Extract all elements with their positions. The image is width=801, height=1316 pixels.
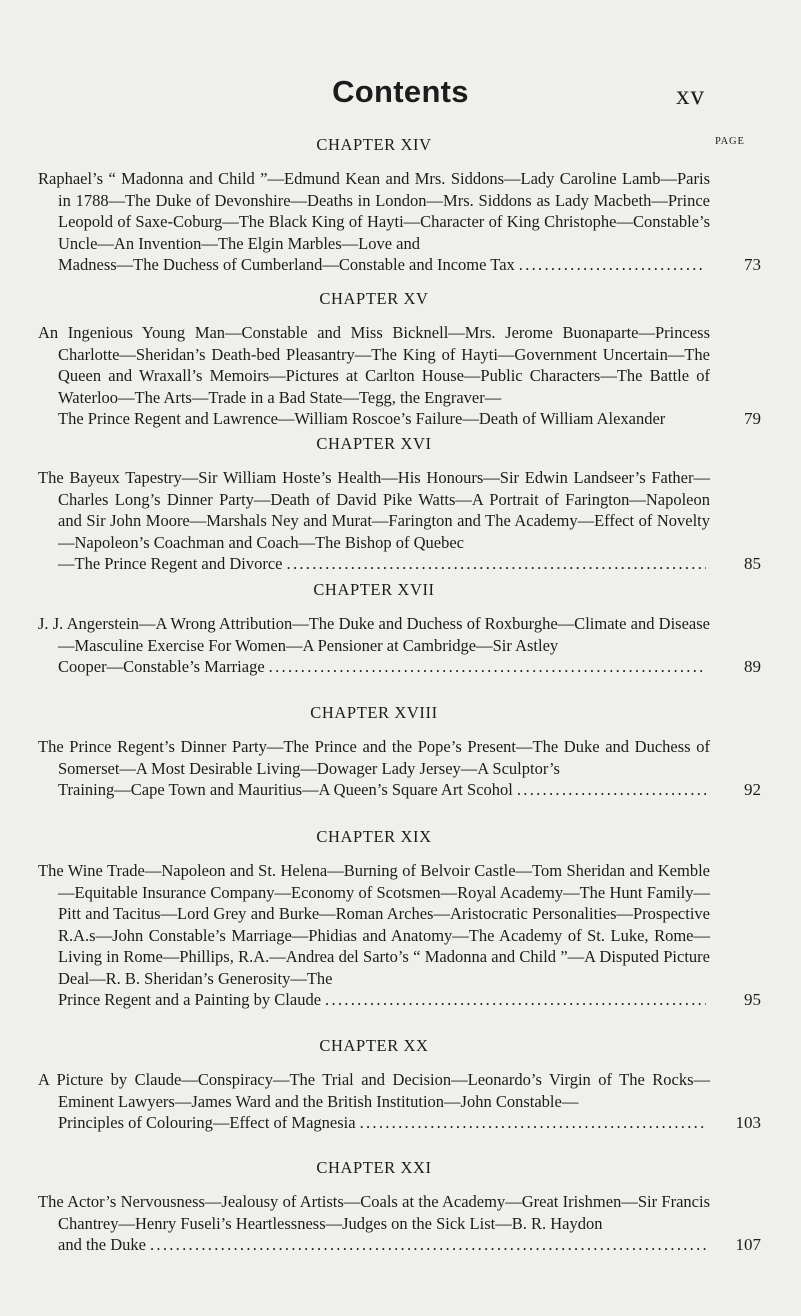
dot-leader xyxy=(150,1234,706,1256)
dot-leader xyxy=(287,553,706,575)
chapter-block xyxy=(38,134,761,276)
page-title: Contents xyxy=(332,74,469,109)
chapter-heading: CHAPTER XIV xyxy=(316,135,432,154)
chapter-block xyxy=(38,1035,761,1134)
page-number: 79 xyxy=(744,409,761,428)
chapter-synopsis: J. J. Angerstein—A Wrong Attribution—The Duke and Duchess of Roxburghe—Climate and Disease—Masculine Exercise For Women—A Pensioner at Cambridge—Sir Astley xyxy=(38,614,710,655)
chapter-synopsis: The Prince Regent’s Dinner Party—The Prince and the Pope’s Present—The Duke and Duchess of Somerset—A Most Desirable Living—Dowager Lady Jersey—A Sculptor’s xyxy=(38,737,710,778)
chapter-heading: CHAPTER XV xyxy=(319,289,429,308)
chapter-heading: CHAPTER XXI xyxy=(316,1158,432,1177)
chapter-synopsis-end: Cooper—Constable’s Marriage xyxy=(58,657,265,676)
chapter-synopsis: The Wine Trade—Napoleon and St. Helena—Burning of Belvoir Castle—Tom Sheridan and Kemble—Equitable Insurance Company—Economy of Scotsmen—Royal Academy—The Hunt Family—Pitt and Tacitus—Lord Grey and Burke—Roman Arches—Aristocratic Personalities—Prospective R.A.s—John Constable’s Marriage—Phidias and Anatomy—The Academy of St. Luke, Rome—Living in Rome—Phillips, R.A.—Andrea del Sarto’s “ Madonna and Child ”—A Disputed Picture Deal—R. B. Sheridan’s Generosity—The xyxy=(38,861,710,988)
chapter-block xyxy=(38,433,761,575)
chapter-entry xyxy=(38,860,761,1011)
chapter-block xyxy=(38,579,761,678)
dot-leader xyxy=(517,779,706,801)
chapter-block xyxy=(38,288,761,430)
chapter-synopsis-end: Training—Cape Town and Mauritius—A Queen’s Square Art Scohol xyxy=(58,780,513,799)
page-column-label: PAGE xyxy=(715,136,745,147)
chapter-synopsis: An Ingenious Young Man—Constable and Miss Bicknell—Mrs. Jerome Buonaparte—Princess Charlotte—Sheridan’s Death-bed Pleasantry—The King of Hayti—Government Uncertain—The Queen and Wraxall’s Memoirs—Pictures at Carlton House—Public Characters—The Battle of Waterloo—The Arts—Trade in a Bad State—Tegg, the Engraver— xyxy=(38,323,710,407)
page-number: 92 xyxy=(744,780,761,799)
chapter-block xyxy=(38,1157,761,1256)
leader-line xyxy=(58,254,710,276)
page-number: 89 xyxy=(744,657,761,676)
page-number: 73 xyxy=(744,255,761,274)
page-number: 85 xyxy=(744,554,761,573)
chapter-entry xyxy=(38,736,761,801)
chapter-synopsis-end: and the Duke xyxy=(58,1235,146,1254)
leader-line xyxy=(58,408,710,430)
chapter-entry xyxy=(38,613,761,678)
chapter-synopsis: The Bayeux Tapestry—Sir William Hoste’s Health—His Honours—Sir Edwin Landseer’s Father—Charles Long’s Dinner Party—Death of David Pike Watts—A Portrait of Farington—Napoleon and Sir John Moore—Marshals Ney and Murat—Farington and The Academy—Effect of Novelty—Napoleon’s Coachman and Coach—The Bishop of Quebec xyxy=(38,468,710,552)
page-number: 107 xyxy=(735,1235,761,1254)
chapter-heading: CHAPTER XVI xyxy=(316,434,432,453)
chapter-synopsis: A Picture by Claude—Conspiracy—The Trial and Decision—Leonardo’s Virgin of The Rocks—Eminent Lawyers—James Ward and the British Institution—John Constable— xyxy=(38,1070,710,1111)
chapter-entry xyxy=(38,322,761,430)
page-folio: xv xyxy=(676,80,705,110)
chapter-synopsis-end: Prince Regent and a Painting by Claude xyxy=(58,990,322,1009)
chapter-synopsis-end: The Prince Regent and Lawrence—William Roscoe’s Failure—Death of William Alexander xyxy=(58,409,666,428)
chapter-entry xyxy=(38,168,761,276)
leader-line xyxy=(58,779,710,801)
page-number: 103 xyxy=(735,1113,761,1132)
running-head xyxy=(0,74,801,114)
dot-leader xyxy=(325,989,706,1011)
chapter-synopsis-end: Principles of Colouring—Effect of Magnesia xyxy=(58,1113,356,1132)
chapter-block xyxy=(38,826,761,1011)
chapter-block xyxy=(38,702,761,801)
page-number: 95 xyxy=(744,990,761,1009)
dot-leader xyxy=(519,254,706,276)
chapter-entry xyxy=(38,1069,761,1134)
leader-line xyxy=(58,553,710,575)
dot-leader xyxy=(269,656,706,678)
chapter-heading: CHAPTER XX xyxy=(319,1036,429,1055)
chapter-entry xyxy=(38,467,761,575)
chapter-entry xyxy=(38,1191,761,1256)
chapter-heading: CHAPTER XVII xyxy=(313,580,435,599)
leader-line xyxy=(58,1112,710,1134)
chapter-synopsis-end: —The Prince Regent and Divorce xyxy=(58,554,283,573)
chapter-heading: CHAPTER XIX xyxy=(316,827,432,846)
chapter-synopsis-end: Madness—The Duchess of Cumberland—Constable and Income Tax xyxy=(58,255,515,274)
chapter-synopsis: Raphael’s “ Madonna and Child ”—Edmund Kean and Mrs. Siddons—Lady Caroline Lamb—Paris in 1788—The Duke of Devonshire—Deaths in London—Mrs. Siddons as Lady Macbeth—Prince Leopold of Saxe-Coburg—The Black King of Hayti—Character of King Christophe—Constable’s Uncle—An Invention—The Elgin Marbles—Love and xyxy=(38,169,710,253)
leader-line xyxy=(58,989,710,1011)
chapter-synopsis: The Actor’s Nervousness—Jealousy of Artists—Coals at the Academy—Great Irishmen—Sir Francis Chantrey—Henry Fuseli’s Heartlessness—Judges on the Sick List—B. R. Haydon xyxy=(38,1192,710,1233)
leader-line xyxy=(58,656,710,678)
chapter-heading: CHAPTER XVIII xyxy=(310,703,438,722)
leader-line xyxy=(58,1234,710,1256)
dot-leader xyxy=(360,1112,706,1134)
